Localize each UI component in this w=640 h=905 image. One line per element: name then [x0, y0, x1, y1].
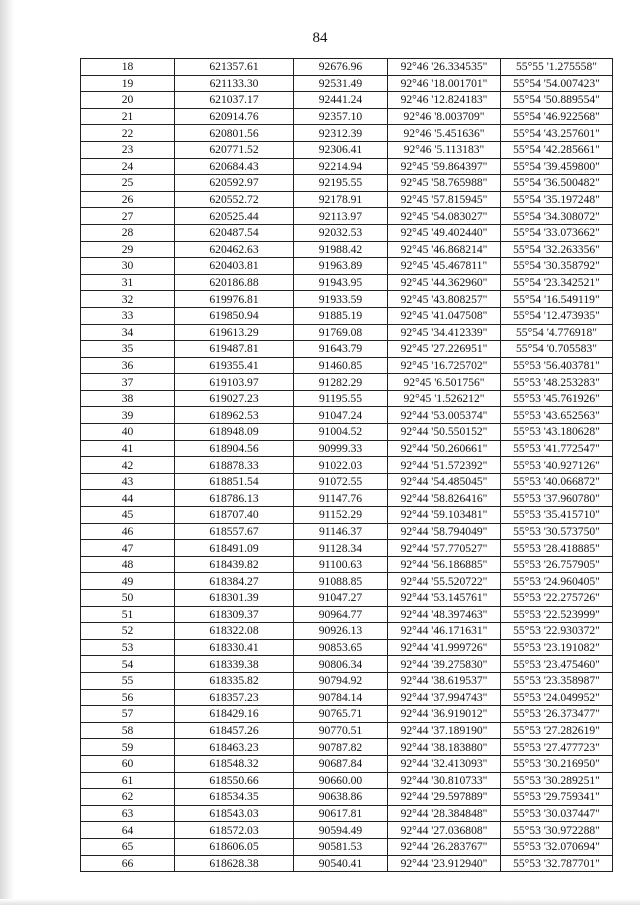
x-coordinate-cell: 618439.82	[175, 556, 294, 573]
table-row	[81, 374, 613, 391]
longitude-cell: 92°46 '5.113183"	[388, 141, 501, 158]
x-coordinate-cell: 620186.88	[175, 274, 294, 291]
longitude-cell: 92°44 '27.036808"	[388, 822, 501, 839]
y-coordinate-cell: 90926.13	[294, 623, 388, 640]
y-coordinate-cell: 90687.84	[294, 755, 388, 772]
point-number-cell: 46	[81, 523, 175, 540]
x-coordinate-cell: 619355.41	[175, 357, 294, 374]
table-row	[81, 855, 613, 872]
y-coordinate-cell: 92195.55	[294, 175, 388, 192]
y-coordinate-cell: 92676.96	[294, 59, 388, 76]
point-number-cell: 59	[81, 739, 175, 756]
point-number-cell: 47	[81, 540, 175, 557]
x-coordinate-cell: 618786.13	[175, 490, 294, 507]
y-coordinate-cell: 90765.71	[294, 706, 388, 723]
longitude-cell: 92°44 '38.619537"	[388, 672, 501, 689]
longitude-cell: 92°44 '57.770527"	[388, 540, 501, 557]
x-coordinate-cell: 621357.61	[175, 59, 294, 76]
point-number-cell: 28	[81, 224, 175, 241]
x-coordinate-cell: 620771.52	[175, 141, 294, 158]
y-coordinate-cell: 90594.49	[294, 822, 388, 839]
latitude-cell: 55°53 '40.066872"	[501, 473, 613, 490]
point-number-cell: 33	[81, 307, 175, 324]
table-row	[81, 838, 613, 855]
table-row	[81, 125, 613, 142]
latitude-cell: 55°53 '41.772547"	[501, 440, 613, 457]
table-row	[81, 490, 613, 507]
y-coordinate-cell: 91152.29	[294, 507, 388, 524]
latitude-cell: 55°54 '36.500482"	[501, 175, 613, 192]
longitude-cell: 92°44 '28.384848"	[388, 805, 501, 822]
point-number-cell: 48	[81, 556, 175, 573]
table-row	[81, 224, 613, 241]
point-number-cell: 21	[81, 108, 175, 125]
y-coordinate-cell: 92531.49	[294, 75, 388, 92]
y-coordinate-cell: 91128.34	[294, 540, 388, 557]
point-number-cell: 53	[81, 639, 175, 656]
table-row	[81, 739, 613, 756]
x-coordinate-cell: 620552.72	[175, 191, 294, 208]
table-row	[81, 789, 613, 806]
y-coordinate-cell: 92178.91	[294, 191, 388, 208]
longitude-cell: 92°44 '51.572392"	[388, 457, 501, 474]
x-coordinate-cell: 618491.09	[175, 540, 294, 557]
latitude-cell: 55°53 '45.761926"	[501, 390, 613, 407]
latitude-cell: 55°53 '24.960405"	[501, 573, 613, 590]
point-number-cell: 31	[81, 274, 175, 291]
latitude-cell: 55°54 '0.705583"	[501, 341, 613, 358]
point-number-cell: 19	[81, 75, 175, 92]
y-coordinate-cell: 90770.51	[294, 722, 388, 739]
latitude-cell: 55°53 '22.275726"	[501, 590, 613, 607]
point-number-cell: 38	[81, 390, 175, 407]
table-row	[81, 639, 613, 656]
x-coordinate-cell: 620684.43	[175, 158, 294, 175]
latitude-cell: 55°53 '27.282619"	[501, 722, 613, 739]
point-number-cell: 24	[81, 158, 175, 175]
longitude-cell: 92°44 '39.275830"	[388, 656, 501, 673]
x-coordinate-cell: 618628.38	[175, 855, 294, 872]
y-coordinate-cell: 91988.42	[294, 241, 388, 258]
table-row	[81, 108, 613, 125]
table-row	[81, 623, 613, 640]
y-coordinate-cell: 91100.63	[294, 556, 388, 573]
y-coordinate-cell: 90787.82	[294, 739, 388, 756]
longitude-cell: 92°46 '12.824183"	[388, 92, 501, 109]
longitude-cell: 92°44 '26.283767"	[388, 838, 501, 855]
longitude-cell: 92°44 '29.597889"	[388, 789, 501, 806]
y-coordinate-cell: 91147.76	[294, 490, 388, 507]
y-coordinate-cell: 92032.53	[294, 224, 388, 241]
latitude-cell: 55°54 '54.007423"	[501, 75, 613, 92]
table-row	[81, 59, 613, 76]
x-coordinate-cell: 618301.39	[175, 590, 294, 607]
point-number-cell: 35	[81, 341, 175, 358]
latitude-cell: 55°54 '4.776918"	[501, 324, 613, 341]
coordinates-table	[80, 58, 613, 872]
point-number-cell: 52	[81, 623, 175, 640]
point-number-cell: 44	[81, 490, 175, 507]
longitude-cell: 92°45 '49.402440"	[388, 224, 501, 241]
table-row	[81, 722, 613, 739]
scan-edge-shadow	[0, 0, 14, 905]
x-coordinate-cell: 618572.03	[175, 822, 294, 839]
table-row	[81, 507, 613, 524]
longitude-cell: 92°46 '8.003709"	[388, 108, 501, 125]
point-number-cell: 23	[81, 141, 175, 158]
point-number-cell: 64	[81, 822, 175, 839]
longitude-cell: 92°45 '41.047508"	[388, 307, 501, 324]
x-coordinate-cell: 618962.53	[175, 407, 294, 424]
y-coordinate-cell: 90638.86	[294, 789, 388, 806]
y-coordinate-cell: 91933.59	[294, 291, 388, 308]
y-coordinate-cell: 91022.03	[294, 457, 388, 474]
latitude-cell: 55°55 '1.275558"	[501, 59, 613, 76]
latitude-cell: 55°53 '43.652563"	[501, 407, 613, 424]
longitude-cell: 92°44 '58.794049"	[388, 523, 501, 540]
latitude-cell: 55°54 '43.257601"	[501, 125, 613, 142]
x-coordinate-cell: 618534.35	[175, 789, 294, 806]
y-coordinate-cell: 92306.41	[294, 141, 388, 158]
point-number-cell: 39	[81, 407, 175, 424]
y-coordinate-cell: 90617.81	[294, 805, 388, 822]
latitude-cell: 55°53 '56.403781"	[501, 357, 613, 374]
x-coordinate-cell: 618948.09	[175, 424, 294, 441]
point-number-cell: 63	[81, 805, 175, 822]
table-row	[81, 307, 613, 324]
longitude-cell: 92°46 '5.451636"	[388, 125, 501, 142]
table-row	[81, 424, 613, 441]
y-coordinate-cell: 91282.29	[294, 374, 388, 391]
table-row	[81, 274, 613, 291]
longitude-cell: 92°45 '54.083027"	[388, 208, 501, 225]
y-coordinate-cell: 91885.19	[294, 307, 388, 324]
table-row	[81, 805, 613, 822]
x-coordinate-cell: 618309.37	[175, 606, 294, 623]
table-row	[81, 141, 613, 158]
longitude-cell: 92°45 '1.526212"	[388, 390, 501, 407]
x-coordinate-cell: 620801.56	[175, 125, 294, 142]
table-row	[81, 573, 613, 590]
longitude-cell: 92°44 '37.994743"	[388, 689, 501, 706]
y-coordinate-cell: 90999.33	[294, 440, 388, 457]
y-coordinate-cell: 91943.95	[294, 274, 388, 291]
x-coordinate-cell: 621133.30	[175, 75, 294, 92]
point-number-cell: 66	[81, 855, 175, 872]
longitude-cell: 92°44 '30.810733"	[388, 772, 501, 789]
x-coordinate-cell: 618339.38	[175, 656, 294, 673]
table-row	[81, 208, 613, 225]
longitude-cell: 92°44 '36.919012"	[388, 706, 501, 723]
y-coordinate-cell: 91460.85	[294, 357, 388, 374]
latitude-cell: 55°53 '37.960780"	[501, 490, 613, 507]
y-coordinate-cell: 91088.85	[294, 573, 388, 590]
point-number-cell: 61	[81, 772, 175, 789]
x-coordinate-cell: 618357.23	[175, 689, 294, 706]
table-row	[81, 341, 613, 358]
point-number-cell: 40	[81, 424, 175, 441]
latitude-cell: 55°53 '22.523999"	[501, 606, 613, 623]
table-row	[81, 556, 613, 573]
y-coordinate-cell: 92113.97	[294, 208, 388, 225]
x-coordinate-cell: 618904.56	[175, 440, 294, 457]
x-coordinate-cell: 618330.41	[175, 639, 294, 656]
y-coordinate-cell: 91769.08	[294, 324, 388, 341]
latitude-cell: 55°53 '24.049952"	[501, 689, 613, 706]
y-coordinate-cell: 90660.00	[294, 772, 388, 789]
longitude-cell: 92°45 '34.412339"	[388, 324, 501, 341]
point-number-cell: 57	[81, 706, 175, 723]
latitude-cell: 55°54 '32.263356"	[501, 241, 613, 258]
point-number-cell: 49	[81, 573, 175, 590]
longitude-cell: 92°45 '44.362960"	[388, 274, 501, 291]
longitude-cell: 92°44 '23.912940"	[388, 855, 501, 872]
y-coordinate-cell: 92357.10	[294, 108, 388, 125]
table-row	[81, 523, 613, 540]
point-number-cell: 56	[81, 689, 175, 706]
point-number-cell: 30	[81, 258, 175, 275]
latitude-cell: 55°53 '30.573750"	[501, 523, 613, 540]
point-number-cell: 41	[81, 440, 175, 457]
longitude-cell: 92°45 '58.765988"	[388, 175, 501, 192]
table-row	[81, 175, 613, 192]
y-coordinate-cell: 92214.94	[294, 158, 388, 175]
y-coordinate-cell: 92441.24	[294, 92, 388, 109]
point-number-cell: 22	[81, 125, 175, 142]
latitude-cell: 55°54 '34.308072"	[501, 208, 613, 225]
point-number-cell: 34	[81, 324, 175, 341]
table-row	[81, 158, 613, 175]
y-coordinate-cell: 91072.55	[294, 473, 388, 490]
y-coordinate-cell: 90540.41	[294, 855, 388, 872]
table-row	[81, 291, 613, 308]
latitude-cell: 55°53 '30.972288"	[501, 822, 613, 839]
x-coordinate-cell: 618322.08	[175, 623, 294, 640]
x-coordinate-cell: 620525.44	[175, 208, 294, 225]
point-number-cell: 20	[81, 92, 175, 109]
table-row	[81, 656, 613, 673]
latitude-cell: 55°53 '23.358987"	[501, 672, 613, 689]
table-row	[81, 258, 613, 275]
table-row	[81, 440, 613, 457]
point-number-cell: 50	[81, 590, 175, 607]
x-coordinate-cell: 619103.97	[175, 374, 294, 391]
x-coordinate-cell: 618878.33	[175, 457, 294, 474]
point-number-cell: 65	[81, 838, 175, 855]
x-coordinate-cell: 619613.29	[175, 324, 294, 341]
point-number-cell: 29	[81, 241, 175, 258]
latitude-cell: 55°53 '26.757905"	[501, 556, 613, 573]
longitude-cell: 92°44 '46.171631"	[388, 623, 501, 640]
x-coordinate-cell: 619976.81	[175, 291, 294, 308]
scan-bottom-shadow	[0, 899, 640, 905]
x-coordinate-cell: 620403.81	[175, 258, 294, 275]
table-row	[81, 407, 613, 424]
point-number-cell: 62	[81, 789, 175, 806]
table-row	[81, 357, 613, 374]
longitude-cell: 92°44 '50.260661"	[388, 440, 501, 457]
y-coordinate-cell: 90784.14	[294, 689, 388, 706]
point-number-cell: 37	[81, 374, 175, 391]
point-number-cell: 51	[81, 606, 175, 623]
longitude-cell: 92°45 '43.808257"	[388, 291, 501, 308]
page-number: 84	[312, 30, 328, 46]
x-coordinate-cell: 619027.23	[175, 390, 294, 407]
x-coordinate-cell: 620487.54	[175, 224, 294, 241]
coordinates-table-body	[81, 59, 613, 872]
x-coordinate-cell: 618463.23	[175, 739, 294, 756]
x-coordinate-cell: 618543.03	[175, 805, 294, 822]
x-coordinate-cell: 619487.81	[175, 341, 294, 358]
longitude-cell: 92°45 '16.725702"	[388, 357, 501, 374]
y-coordinate-cell: 91004.52	[294, 424, 388, 441]
latitude-cell: 55°53 '35.415710"	[501, 507, 613, 524]
point-number-cell: 60	[81, 755, 175, 772]
x-coordinate-cell: 618851.54	[175, 473, 294, 490]
x-coordinate-cell: 618550.66	[175, 772, 294, 789]
latitude-cell: 55°54 '30.358792"	[501, 258, 613, 275]
x-coordinate-cell: 620462.63	[175, 241, 294, 258]
longitude-cell: 92°44 '58.826416"	[388, 490, 501, 507]
longitude-cell: 92°44 '54.485045"	[388, 473, 501, 490]
point-number-cell: 18	[81, 59, 175, 76]
table-row	[81, 473, 613, 490]
latitude-cell: 55°54 '16.549119"	[501, 291, 613, 308]
point-number-cell: 45	[81, 507, 175, 524]
x-coordinate-cell: 618606.05	[175, 838, 294, 855]
table-row	[81, 755, 613, 772]
table-row	[81, 92, 613, 109]
x-coordinate-cell: 618557.67	[175, 523, 294, 540]
point-number-cell: 55	[81, 672, 175, 689]
x-coordinate-cell: 618384.27	[175, 573, 294, 590]
latitude-cell: 55°53 '30.216950"	[501, 755, 613, 772]
latitude-cell: 55°53 '26.373477"	[501, 706, 613, 723]
point-number-cell: 32	[81, 291, 175, 308]
latitude-cell: 55°53 '30.037447"	[501, 805, 613, 822]
table-row	[81, 689, 613, 706]
x-coordinate-cell: 620592.97	[175, 175, 294, 192]
latitude-cell: 55°53 '30.289251"	[501, 772, 613, 789]
y-coordinate-cell: 90806.34	[294, 656, 388, 673]
latitude-cell: 55°53 '22.930372"	[501, 623, 613, 640]
latitude-cell: 55°54 '50.889554"	[501, 92, 613, 109]
latitude-cell: 55°54 '33.073662"	[501, 224, 613, 241]
longitude-cell: 92°44 '53.145761"	[388, 590, 501, 607]
latitude-cell: 55°54 '35.197248"	[501, 191, 613, 208]
y-coordinate-cell: 91047.27	[294, 590, 388, 607]
latitude-cell: 55°53 '40.927126"	[501, 457, 613, 474]
latitude-cell: 55°53 '32.070694"	[501, 838, 613, 855]
table-row	[81, 390, 613, 407]
point-number-cell: 42	[81, 457, 175, 474]
y-coordinate-cell: 90853.65	[294, 639, 388, 656]
x-coordinate-cell: 619850.94	[175, 307, 294, 324]
latitude-cell: 55°54 '39.459800"	[501, 158, 613, 175]
table-row	[81, 606, 613, 623]
longitude-cell: 92°46 '26.334535"	[388, 59, 501, 76]
y-coordinate-cell: 91195.55	[294, 390, 388, 407]
latitude-cell: 55°53 '48.253283"	[501, 374, 613, 391]
y-coordinate-cell: 91643.79	[294, 341, 388, 358]
point-number-cell: 25	[81, 175, 175, 192]
table-row	[81, 822, 613, 839]
longitude-cell: 92°44 '55.520722"	[388, 573, 501, 590]
point-number-cell: 54	[81, 656, 175, 673]
longitude-cell: 92°44 '38.183880"	[388, 739, 501, 756]
latitude-cell: 55°54 '12.473935"	[501, 307, 613, 324]
table-row	[81, 590, 613, 607]
longitude-cell: 92°44 '59.103481"	[388, 507, 501, 524]
point-number-cell: 43	[81, 473, 175, 490]
table-row	[81, 772, 613, 789]
y-coordinate-cell: 91963.89	[294, 258, 388, 275]
longitude-cell: 92°45 '59.864397"	[388, 158, 501, 175]
longitude-cell: 92°44 '37.189190"	[388, 722, 501, 739]
longitude-cell: 92°45 '57.815945"	[388, 191, 501, 208]
longitude-cell: 92°45 '46.868214"	[388, 241, 501, 258]
y-coordinate-cell: 91146.37	[294, 523, 388, 540]
longitude-cell: 92°44 '41.999726"	[388, 639, 501, 656]
longitude-cell: 92°44 '53.005374"	[388, 407, 501, 424]
latitude-cell: 55°54 '42.285661"	[501, 141, 613, 158]
table-row	[81, 540, 613, 557]
point-number-cell: 58	[81, 722, 175, 739]
y-coordinate-cell: 91047.24	[294, 407, 388, 424]
table-row	[81, 75, 613, 92]
x-coordinate-cell: 621037.17	[175, 92, 294, 109]
table-row	[81, 191, 613, 208]
y-coordinate-cell: 92312.39	[294, 125, 388, 142]
table-row	[81, 324, 613, 341]
point-number-cell: 36	[81, 357, 175, 374]
longitude-cell: 92°45 '45.467811"	[388, 258, 501, 275]
latitude-cell: 55°54 '46.922568"	[501, 108, 613, 125]
table-row	[81, 672, 613, 689]
latitude-cell: 55°54 '23.342521"	[501, 274, 613, 291]
latitude-cell: 55°53 '27.477723"	[501, 739, 613, 756]
latitude-cell: 55°53 '32.787701"	[501, 855, 613, 872]
latitude-cell: 55°53 '29.759341"	[501, 789, 613, 806]
x-coordinate-cell: 618335.82	[175, 672, 294, 689]
latitude-cell: 55°53 '28.418885"	[501, 540, 613, 557]
latitude-cell: 55°53 '43.180628"	[501, 424, 613, 441]
x-coordinate-cell: 618548.32	[175, 755, 294, 772]
latitude-cell: 55°53 '23.191082"	[501, 639, 613, 656]
point-number-cell: 27	[81, 208, 175, 225]
x-coordinate-cell: 620914.76	[175, 108, 294, 125]
y-coordinate-cell: 90581.53	[294, 838, 388, 855]
x-coordinate-cell: 618707.40	[175, 507, 294, 524]
table-row	[81, 706, 613, 723]
longitude-cell: 92°44 '48.397463"	[388, 606, 501, 623]
longitude-cell: 92°44 '32.413093"	[388, 755, 501, 772]
latitude-cell: 55°53 '23.475460"	[501, 656, 613, 673]
longitude-cell: 92°45 '27.226951"	[388, 341, 501, 358]
x-coordinate-cell: 618429.16	[175, 706, 294, 723]
y-coordinate-cell: 90964.77	[294, 606, 388, 623]
table-row	[81, 241, 613, 258]
x-coordinate-cell: 618457.26	[175, 722, 294, 739]
longitude-cell: 92°46 '18.001701"	[388, 75, 501, 92]
table-row	[81, 457, 613, 474]
longitude-cell: 92°44 '56.186885"	[388, 556, 501, 573]
longitude-cell: 92°45 '6.501756"	[388, 374, 501, 391]
point-number-cell: 26	[81, 191, 175, 208]
y-coordinate-cell: 90794.92	[294, 672, 388, 689]
longitude-cell: 92°44 '50.550152"	[388, 424, 501, 441]
